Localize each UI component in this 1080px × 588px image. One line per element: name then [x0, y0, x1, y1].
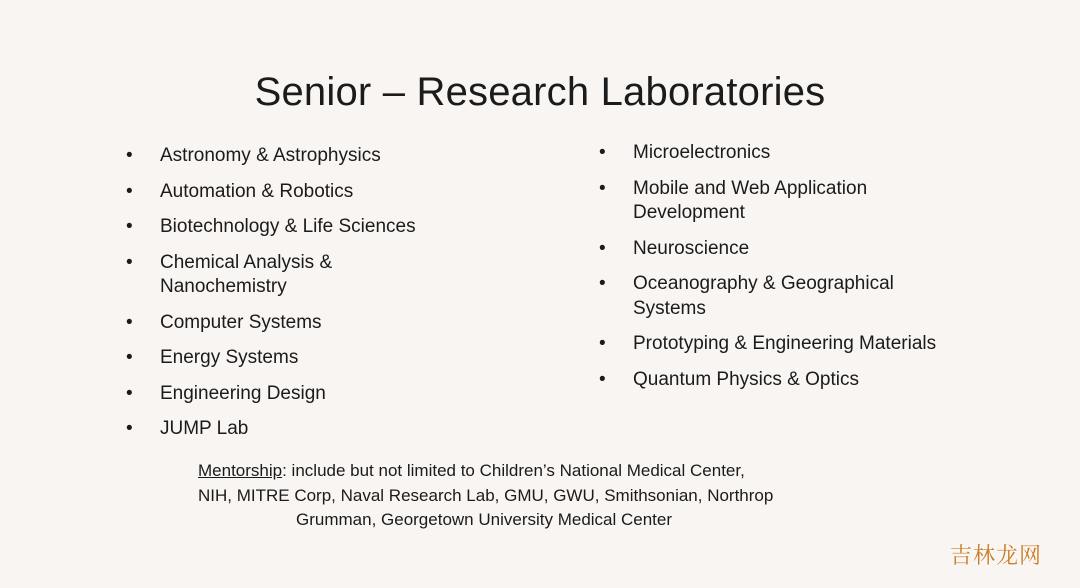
list-item	[126, 144, 456, 169]
list-item-label: Microelectronics	[633, 142, 771, 163]
list-item-label: Automation & Robotics	[160, 180, 354, 202]
bullet-icon: •	[126, 347, 133, 368]
slide-title: Senior – Research Laboratories	[254, 70, 826, 114]
bullet-icon: •	[599, 333, 606, 354]
list-item	[126, 215, 456, 240]
list-item	[599, 332, 939, 357]
watermark-logo: 吉林龙网	[949, 544, 1042, 569]
list-item-label: Engineering Design	[160, 382, 326, 404]
mentorship-text-1: : include but not limited to Children’s National Medical Center,	[282, 461, 745, 480]
bullet-icon: •	[599, 273, 606, 294]
list-item	[599, 237, 939, 262]
bullet-icon: •	[126, 382, 133, 404]
list-item-label: JUMP Lab	[160, 418, 249, 439]
list-item	[599, 177, 939, 226]
right-lab-list	[599, 141, 939, 403]
bullet-icon: •	[599, 177, 606, 199]
list-item	[126, 417, 456, 442]
bullet-icon: •	[126, 216, 133, 237]
bullet-icon: •	[126, 251, 133, 273]
bullet-icon: •	[126, 311, 133, 333]
list-item-label: Biotechnology & Life Sciences	[160, 216, 416, 237]
list-item	[126, 251, 456, 300]
mentorship-line-3: Grumman, Georgetown University Medical Center	[296, 510, 673, 529]
bullet-icon: •	[126, 180, 133, 202]
mentorship-line-2: NIH, MITRE Corp, Naval Research Lab, GMU, GWU, Smithsonian, Northrop	[198, 485, 774, 505]
list-item	[599, 368, 939, 393]
bullet-icon: •	[126, 418, 133, 439]
list-item-label: Mobile and Web Application Development	[633, 177, 868, 223]
mentorship-line-1	[198, 459, 838, 484]
list-item-label: Energy Systems	[160, 347, 299, 368]
bullet-icon: •	[599, 142, 606, 163]
bullet-icon: •	[599, 368, 606, 390]
list-item-label: Astronomy & Astrophysics	[160, 145, 381, 166]
list-item-label: Prototyping & Engineering Materials	[633, 333, 937, 354]
list-item	[599, 141, 939, 166]
list-item-label: Chemical Analysis & Nanochemistry	[160, 251, 333, 297]
list-item-label: Quantum Physics & Optics	[633, 368, 859, 390]
mentorship-label: Mentorship	[198, 461, 283, 480]
list-item	[126, 180, 456, 205]
list-item	[126, 382, 456, 407]
left-lab-list	[126, 144, 456, 453]
bullet-icon: •	[599, 237, 606, 259]
mentorship-note	[198, 459, 838, 533]
list-item-label: Computer Systems	[160, 311, 322, 333]
list-item-label: Neuroscience	[633, 237, 750, 259]
bullet-icon: •	[126, 145, 133, 166]
list-item	[599, 272, 939, 321]
list-item-label: Oceanography & Geographical Systems	[633, 273, 894, 319]
list-item	[126, 346, 456, 371]
list-item	[126, 311, 456, 336]
